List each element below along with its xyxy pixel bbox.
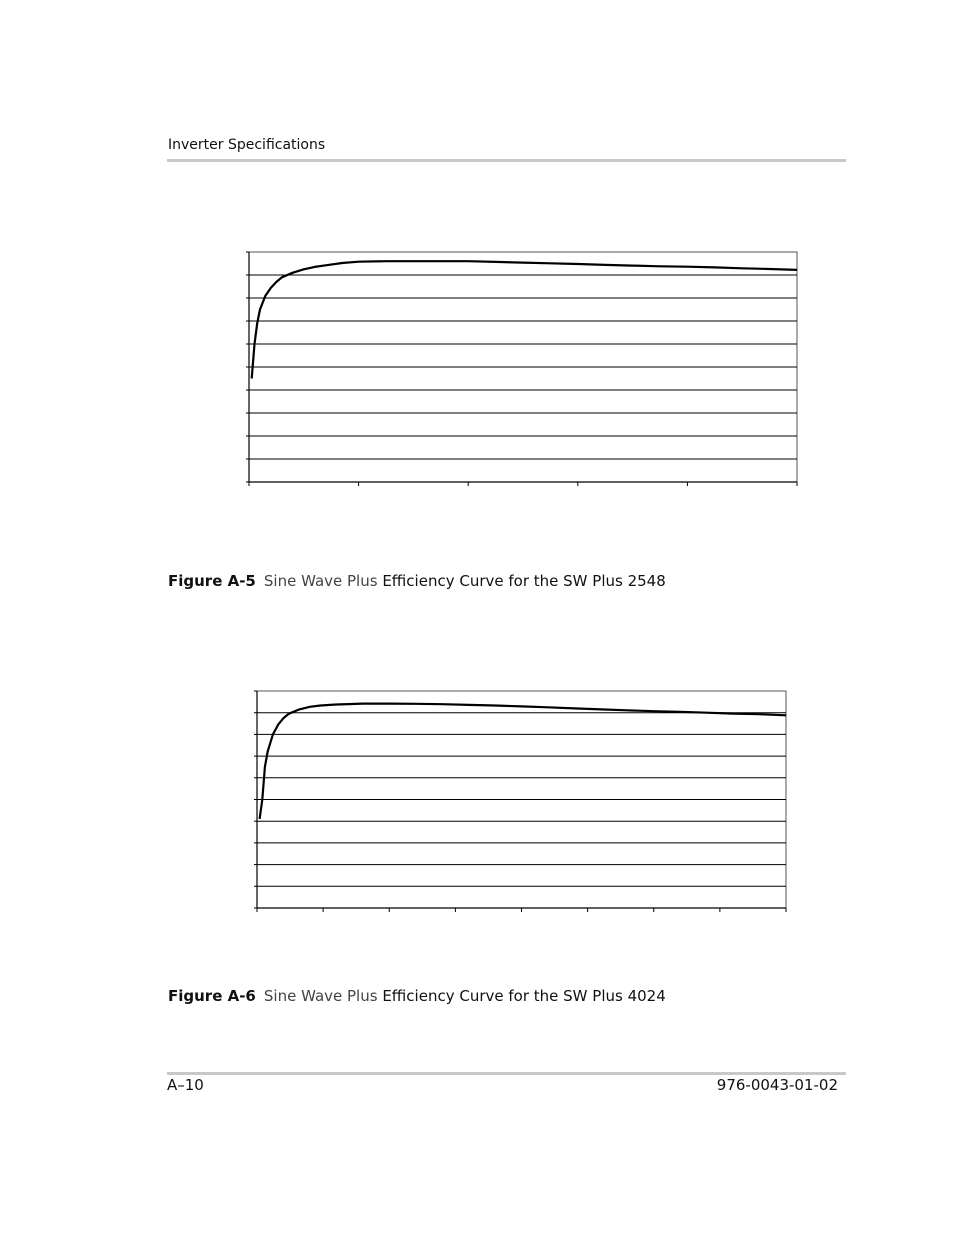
efficiency-series-line [252, 261, 797, 378]
efficiency-chart-sw-plus-4024 [248, 684, 793, 916]
figure-caption-text: Efficiency Curve for the SW Plus 2548 [382, 572, 666, 590]
figure-caption-a6 [168, 987, 666, 1005]
page-header-title: Inverter Specifications [168, 137, 326, 153]
page-number: A–10 [167, 1076, 204, 1094]
figure-brand: Sine Wave Plus [263, 572, 378, 590]
efficiency-series-line [260, 704, 786, 819]
figure-caption-text: Efficiency Curve for the SW Plus 4024 [382, 987, 666, 1005]
figure-label: Figure A-6 [168, 987, 256, 1005]
header-rule [167, 159, 846, 162]
figure-label: Figure A-5 [168, 572, 256, 590]
efficiency-chart-sw-plus-2548 [240, 245, 800, 490]
footer-rule [167, 1072, 846, 1075]
figure-caption-a5 [168, 572, 666, 590]
document-number: 976-0043-01-02 [716, 1076, 838, 1094]
figure-brand: Sine Wave Plus [263, 987, 378, 1005]
